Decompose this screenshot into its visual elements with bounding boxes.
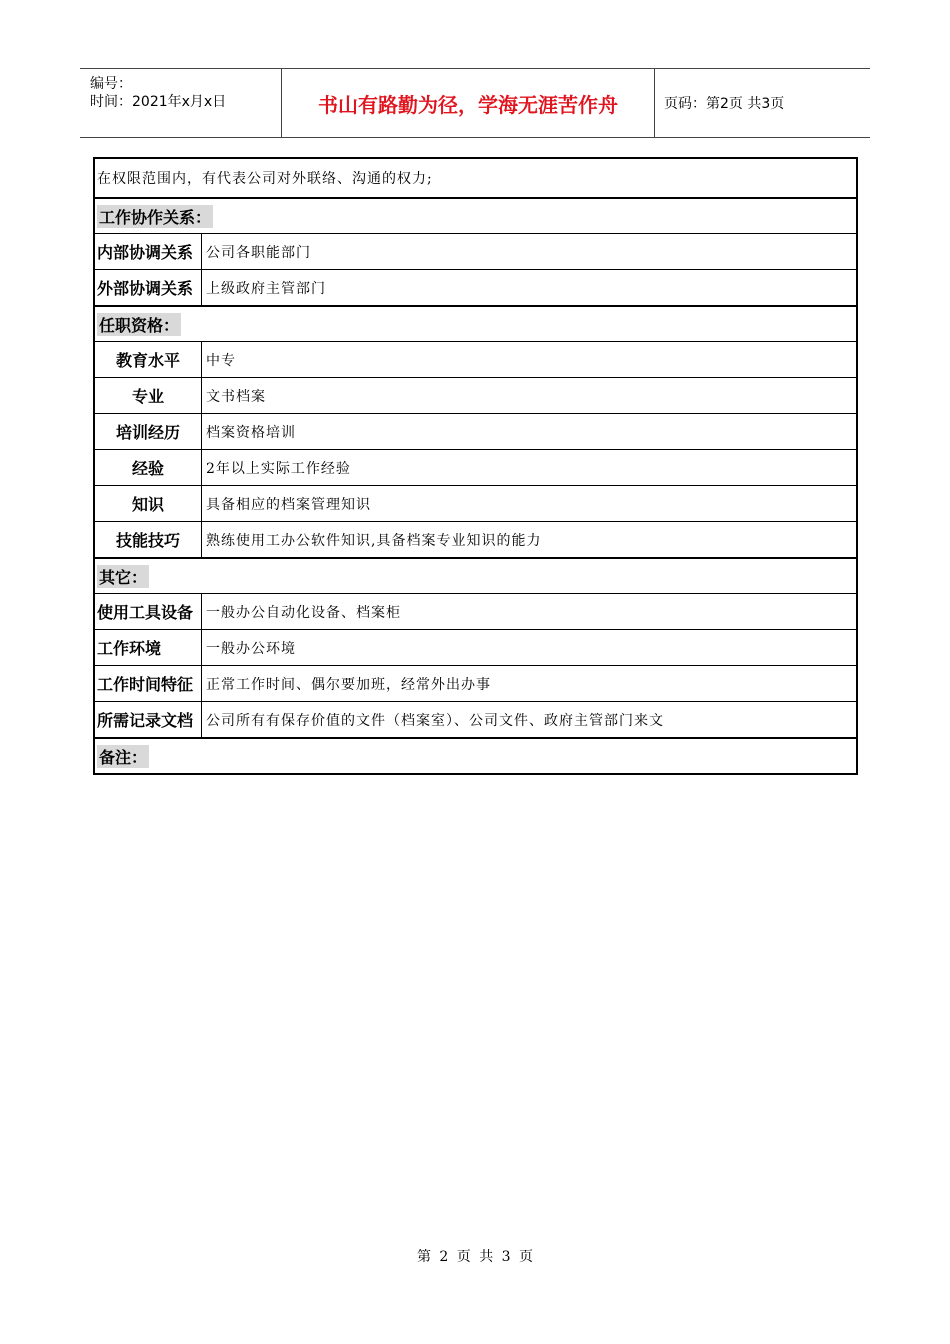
table-row — [95, 665, 856, 701]
row-label: 培训经历 — [95, 414, 202, 449]
row-value: 公司各职能部门 — [206, 244, 311, 261]
table-row — [95, 233, 856, 269]
row-value: 中专 — [206, 352, 236, 369]
row-label: 经验 — [95, 450, 202, 485]
row-label: 使用工具设备 — [95, 594, 202, 629]
table-row — [95, 377, 856, 413]
job-description-table — [93, 157, 858, 775]
intro-text: 在权限范围内，有代表公司对外联络、沟通的权力; — [97, 171, 433, 187]
table-row — [95, 629, 856, 665]
row-value: 档案资格培训 — [206, 424, 296, 441]
row-label: 知识 — [95, 486, 202, 521]
section-qualification — [95, 305, 856, 341]
table-row — [95, 269, 856, 305]
table-row — [95, 413, 856, 449]
row-value: 熟练使用工办公软件知识,具备档案专业知识的能力 — [206, 532, 542, 549]
page-footer: 第 2 页 共 3 页 — [416, 1249, 534, 1265]
row-label: 工作时间特征 — [95, 666, 202, 701]
motto: 书山有路勤为径，学海无涯苦作舟 — [282, 69, 655, 137]
row-label: 所需记录文档 — [95, 702, 202, 737]
row-label: 内部协调关系 — [95, 234, 202, 269]
table-row — [95, 341, 856, 377]
page-header — [80, 68, 870, 138]
row-value: 一般办公环境 — [206, 640, 296, 657]
table-row — [95, 701, 856, 737]
row-value: 文书档案 — [206, 388, 266, 405]
row-label: 专业 — [95, 378, 202, 413]
row-label: 教育水平 — [95, 342, 202, 377]
number-label: 编号： — [90, 76, 132, 92]
row-label: 技能技巧 — [95, 522, 202, 557]
table-row — [95, 593, 856, 629]
section-title: 任职资格： — [97, 313, 181, 336]
section-title: 备注： — [97, 745, 149, 768]
header-meta — [80, 69, 282, 137]
table-row — [95, 485, 856, 521]
section-cooperation — [95, 197, 856, 233]
table-row — [95, 449, 856, 485]
row-label: 工作环境 — [95, 630, 202, 665]
row-value: 2年以上实际工作经验 — [206, 460, 351, 477]
row-label: 外部协调关系 — [95, 270, 202, 305]
row-value: 具备相应的档案管理知识 — [206, 496, 371, 513]
page-label: 页码：第2页 共3页 — [664, 96, 785, 112]
row-value: 正常工作时间、偶尔要加班，经常外出办事 — [206, 676, 491, 693]
row-value: 一般办公自动化设备、档案柜 — [206, 604, 401, 621]
intro-row — [95, 159, 856, 197]
section-remarks — [95, 737, 856, 773]
section-title: 其它： — [97, 565, 149, 588]
row-value: 上级政府主管部门 — [206, 280, 326, 297]
section-other — [95, 557, 856, 593]
section-title: 工作协作关系： — [97, 205, 213, 228]
table-row — [95, 521, 856, 557]
row-value: 公司所有有保存价值的文件（档案室）、公司文件、政府主管部门来文 — [206, 712, 664, 729]
time-label: 时间：2021年x月x日 — [90, 94, 227, 110]
